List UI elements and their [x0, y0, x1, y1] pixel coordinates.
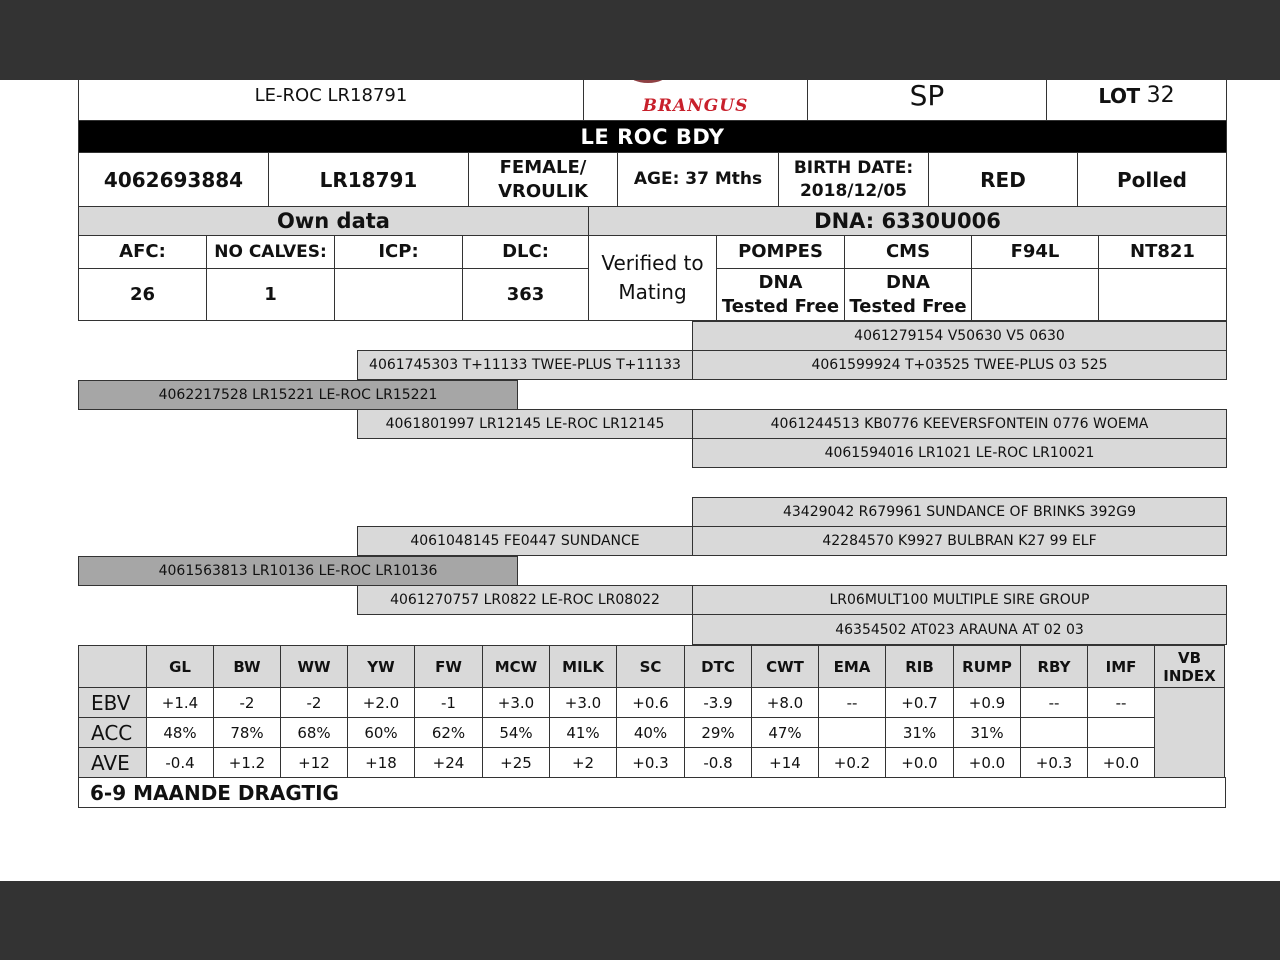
pedigree-dam-text: 4061563813 LR10136 LE-ROC LR10136 — [158, 563, 438, 579]
ebv-col-header: CWT — [752, 646, 819, 688]
acc-cell: 31% — [954, 718, 1021, 748]
pregnancy-note — [78, 777, 1226, 808]
pedigree-sire-dam-sire — [692, 409, 1227, 439]
acc-cell — [1088, 718, 1155, 748]
pedigree-sire-text: 4062217528 LR15221 LE-ROC LR15221 — [158, 387, 438, 403]
animal-name — [78, 80, 584, 121]
pedigree-dam-dam-sire-text: LR06MULT100 MULTIPLE SIRE GROUP — [829, 592, 1090, 608]
colour — [928, 152, 1078, 207]
vb-index-header — [1155, 646, 1225, 688]
pedigree-dam-sire-dam-text: 42284570 K9927 BULBRAN K27 99 ELF — [822, 533, 1097, 549]
pedigree-sire-dam-text: 4061801997 LR12145 LE-ROC LR12145 — [385, 416, 665, 432]
ebv-header-row — [79, 646, 1225, 688]
dlc-value — [462, 268, 589, 321]
f94l-header — [971, 235, 1099, 269]
ebv-cell: -2 — [214, 688, 281, 718]
ebv-col-header: GL — [147, 646, 214, 688]
viewer-top-bar — [0, 0, 1280, 80]
ebv-col-header: FW — [415, 646, 483, 688]
ave-row — [79, 748, 1225, 778]
ebv-col-header: DTC — [685, 646, 752, 688]
ave-cell: +0.2 — [819, 748, 886, 778]
pedigree-sire-dam-dam-text: 4061594016 LR1021 LE-ROC LR10021 — [824, 445, 1095, 461]
ebv-cell: +0.7 — [886, 688, 954, 718]
afc-header-text: AFC: — [119, 241, 166, 263]
icp-header — [334, 235, 463, 269]
nt821-header — [1098, 235, 1227, 269]
own-data-heading — [78, 206, 589, 236]
ave-cell: +25 — [483, 748, 550, 778]
verified-line2: Mating — [618, 280, 687, 304]
status-code — [807, 80, 1047, 121]
pedigree-sire-sire-dam-text: 4061599924 T+03525 TWEE-PLUS 03 525 — [811, 357, 1108, 373]
pedigree-dam-dam — [357, 585, 693, 615]
ebv-table — [78, 645, 1225, 778]
acc-cell: 60% — [348, 718, 415, 748]
ebv-col-header: RBY — [1021, 646, 1088, 688]
pedigree-sire-sire-dam — [692, 350, 1227, 380]
pedigree-sire-sire-sire-text: 4061279154 V50630 V5 0630 — [854, 328, 1065, 344]
ebv-col-header: IMF — [1088, 646, 1155, 688]
acc-cell: 68% — [281, 718, 348, 748]
registration-number-text: 4062693884 — [103, 167, 244, 192]
lot-value: 32 — [1146, 83, 1175, 108]
acc-cell: 62% — [415, 718, 483, 748]
pompes-result-line2: Tested Free — [721, 295, 840, 317]
ebv-col-header: MILK — [550, 646, 617, 688]
dna-heading — [588, 206, 1227, 236]
afc-header — [78, 235, 207, 269]
ebv-col-header: EMA — [819, 646, 886, 688]
ave-cell: +2 — [550, 748, 617, 778]
verified-to-mating — [588, 235, 717, 321]
ebv-cell: -2 — [281, 688, 348, 718]
ebv-row-label: EBV — [79, 688, 147, 718]
lot-card — [0, 80, 1280, 881]
pedigree-dam-sire — [357, 526, 693, 556]
ave-row-label: AVE — [79, 748, 147, 778]
ebv-row — [79, 688, 1225, 718]
birth-date-label: BIRTH DATE: — [793, 158, 914, 179]
pedigree-dam — [78, 556, 518, 586]
dna-heading-text: DNA: 6330U006 — [814, 209, 1001, 233]
acc-cell: 31% — [886, 718, 954, 748]
ebv-col-header: SC — [617, 646, 685, 688]
ebv-cell: -3.9 — [685, 688, 752, 718]
nt821-result — [1098, 268, 1227, 321]
ebv-cell: +2.0 — [348, 688, 415, 718]
ear-tag — [268, 152, 469, 207]
pompes-result-line1: DNA — [758, 272, 803, 294]
lot-number — [1046, 80, 1227, 121]
ave-cell: -0.8 — [685, 748, 752, 778]
acc-cell: 29% — [685, 718, 752, 748]
ebv-col-header: MCW — [483, 646, 550, 688]
status-code-text: SP — [909, 80, 945, 112]
lot-label: LOT — [1098, 83, 1140, 108]
dlc-header — [462, 235, 589, 269]
pedigree-dam-dam-sire — [692, 585, 1227, 615]
viewer-bottom-bar — [0, 881, 1280, 960]
no-calves-header-text: NO CALVES: — [214, 241, 327, 262]
ave-cell: +0.0 — [886, 748, 954, 778]
ebv-cell: +1.4 — [147, 688, 214, 718]
ebv-col-header: BW — [214, 646, 281, 688]
ebv-cell: -- — [1088, 688, 1155, 718]
pedigree-dam-sire-text: 4061048145 FE0447 SUNDANCE — [410, 533, 640, 549]
pedigree-sire — [78, 380, 518, 410]
ebv-cell: +8.0 — [752, 688, 819, 718]
ebv-col-header: WW — [281, 646, 348, 688]
acc-row-label: ACC — [79, 718, 147, 748]
acc-cell: 48% — [147, 718, 214, 748]
pedigree-dam-dam-dam — [692, 614, 1227, 645]
horn-status-text: Polled — [1117, 167, 1187, 192]
sex — [468, 152, 618, 207]
pompes-header — [716, 235, 845, 269]
animal-title-text: LE ROC BDY — [580, 124, 725, 149]
no-calves-value-text: 1 — [264, 283, 277, 305]
pedigree-dam-dam-text: 4061270757 LR0822 LE-ROC LR08022 — [390, 592, 660, 608]
acc-row — [79, 718, 1225, 748]
no-calves-value — [206, 268, 335, 321]
colour-text: RED — [980, 167, 1026, 192]
acc-cell: 40% — [617, 718, 685, 748]
ebv-cell: -1 — [415, 688, 483, 718]
ave-cell: +18 — [348, 748, 415, 778]
acc-cell: 54% — [483, 718, 550, 748]
ave-cell: +1.2 — [214, 748, 281, 778]
ave-cell: +24 — [415, 748, 483, 778]
animal-name-text: LE-ROC LR18791 — [254, 85, 408, 106]
pompes-header-text: POMPES — [738, 241, 823, 263]
afc-value — [78, 268, 207, 321]
cms-header — [844, 235, 972, 269]
ebv-col-header: YW — [348, 646, 415, 688]
age-text: AGE: 37 Mths — [633, 169, 763, 190]
brangus-logo — [583, 80, 808, 121]
birth-date — [778, 152, 929, 207]
cms-result — [844, 268, 972, 321]
ave-cell: +12 — [281, 748, 348, 778]
animal-title — [78, 120, 1227, 153]
ave-cell: +0.0 — [954, 748, 1021, 778]
cms-result-line1: DNA — [886, 272, 930, 294]
horn-status — [1077, 152, 1227, 207]
breed-logo-text: BRANGUS — [642, 95, 749, 116]
ebv-corner-cell — [79, 646, 147, 688]
dlc-header-text: DLC: — [502, 241, 549, 263]
acc-cell: 78% — [214, 718, 281, 748]
cms-result-line2: Tested Free — [849, 295, 967, 317]
sex-line2: VROULIK — [498, 180, 588, 202]
pedigree-sire-dam — [357, 409, 693, 439]
ebv-cell: +0.6 — [617, 688, 685, 718]
nt821-header-text: NT821 — [1130, 241, 1195, 263]
ebv-cell: -- — [819, 688, 886, 718]
acc-cell: 41% — [550, 718, 617, 748]
ave-cell: +14 — [752, 748, 819, 778]
pregnancy-note-text: 6-9 MAANDE DRAGTIG — [90, 780, 339, 805]
f94l-header-text: F94L — [1010, 241, 1060, 263]
ebv-col-header: RIB — [886, 646, 954, 688]
ave-cell: +0.0 — [1088, 748, 1155, 778]
icp-header-text: ICP: — [378, 241, 419, 263]
cms-header-text: CMS — [885, 241, 931, 263]
icp-value — [334, 268, 463, 321]
ebv-cell: +3.0 — [550, 688, 617, 718]
vb-index-line1: VB — [1177, 648, 1202, 667]
dlc-value-text: 363 — [506, 283, 545, 305]
birth-date-value: 2018/12/05 — [799, 180, 908, 201]
no-calves-header — [206, 235, 335, 269]
ear-tag-text: LR18791 — [319, 167, 418, 192]
pedigree-sire-sire-text: 4061745303 T+11133 TWEE-PLUS T+11133 — [369, 357, 681, 373]
ave-cell: -0.4 — [147, 748, 214, 778]
bull-head-icon — [628, 80, 668, 83]
ebv-cell: +0.9 — [954, 688, 1021, 718]
own-data-heading-text: Own data — [277, 209, 390, 233]
acc-cell — [819, 718, 886, 748]
vb-index-line2: INDEX — [1163, 666, 1216, 685]
vb-index-value — [1155, 688, 1225, 778]
age — [617, 152, 779, 207]
acc-cell — [1021, 718, 1088, 748]
pedigree-sire-dam-sire-text: 4061244513 KB0776 KEEVERSFONTEIN 0776 WOEMA — [770, 416, 1149, 432]
f94l-result — [971, 268, 1099, 321]
sex-line1: FEMALE/ — [499, 157, 587, 179]
pedigree-dam-sire-sire — [692, 497, 1227, 527]
ebv-cell: -- — [1021, 688, 1088, 718]
acc-cell: 47% — [752, 718, 819, 748]
ebv-col-header: RUMP — [954, 646, 1021, 688]
verified-line1: Verified to — [601, 251, 704, 275]
pedigree-sire-sire — [357, 350, 693, 380]
pedigree-sire-dam-dam — [692, 438, 1227, 468]
pompes-result — [716, 268, 845, 321]
pedigree-dam-sire-dam — [692, 526, 1227, 556]
pedigree-dam-dam-dam-text: 46354502 AT023 ARAUNA AT 02 03 — [835, 621, 1084, 638]
pedigree-dam-sire-sire-text: 43429042 R679961 SUNDANCE OF BRINKS 392G9 — [782, 504, 1137, 520]
registration-number — [78, 152, 269, 207]
ave-cell: +0.3 — [1021, 748, 1088, 778]
afc-value-text: 26 — [129, 283, 156, 305]
pedigree-sire-sire-sire — [692, 321, 1227, 351]
ave-cell: +0.3 — [617, 748, 685, 778]
ebv-cell: +3.0 — [483, 688, 550, 718]
